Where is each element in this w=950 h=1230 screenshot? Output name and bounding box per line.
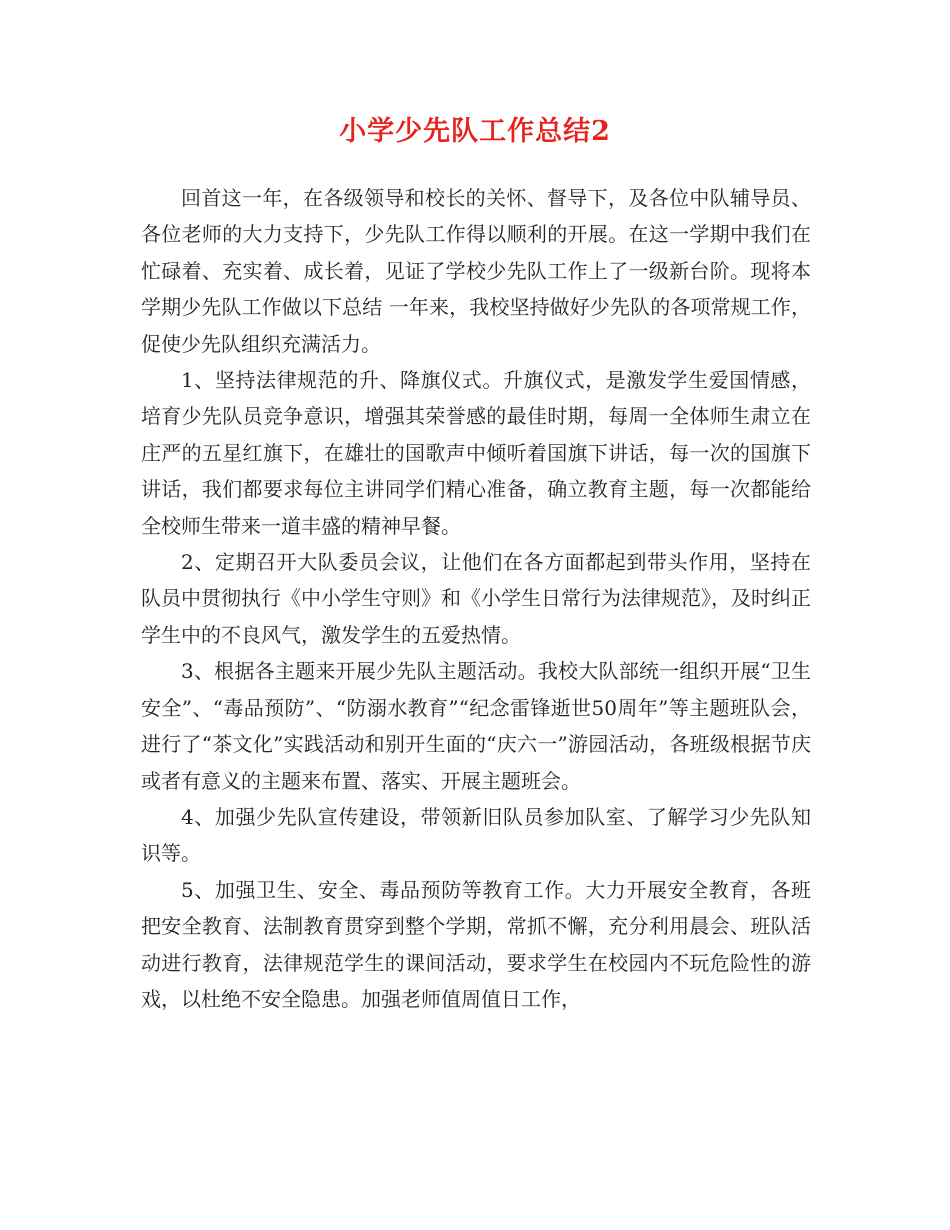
document-body — [141, 180, 811, 1017]
paragraph-item-2: 2、定期召开大队委员会议，让他们在各方面都起到带头作用，坚持在队员中贯彻执行《中小学生守则》和《小学生日常行为法律规范》，及时纠正学生中的不良风气，激发学生的五爱热情。 — [141, 550, 811, 647]
paragraph-item-1: 1、坚持法律规范的升、降旗仪式。升旗仪式，是激发学生爱国情感，培育少先队员竞争意识，增强其荣誉感的最佳时期，每周一全体师生肃立在庄严的五星红旗下，在雄壮的国歌声中倾听着国旗下讲话，每一次的国旗下讲话，我们都要求每位主讲同学们精心准备，确立教育主题，每一次都能给全校师生带来一道丰盛的精神早餐。 — [141, 368, 811, 538]
paragraph-intro: 回首这一年，在各级领导和校长的关怀、督导下，及各位中队辅导员、各位老师的大力支持下，少先队工作得以顺利的开展。在这一学期中我们在忙碌着、充实着、成长着，见证了学校少先队工作上了一级新台阶。现将本学期少先队工作做以下总结 一年来，我校坚持做好少先队的各项常规工作，促使少先队组织充满活力。 — [141, 186, 811, 356]
paragraph-item-5: 5、加强卫生、安全、毒品预防等教育工作。大力开展安全教育，各班把安全教育、法制教育贯穿到整个学期，常抓不懈，充分利用晨会、班队活动进行教育，法律规范学生的课间活动，要求学生在校园内不玩危险性的游戏，以杜绝不安全隐患。加强老师值周值日工作， — [141, 877, 811, 1011]
document-title: 小学少先队工作总结2 — [339, 116, 611, 147]
paragraph-item-3: 3、根据各主题来开展少先队主题活动。我校大队部统一组织开展“卫生安全”、“毒品预防”、“防溺水教育”“纪念雷锋逝世50周年”等主题班队会，进行了“茶文化”实践活动和别开生面的“庆六一”游园活动，各班级根据节庆或者有意义的主题来布置、落实、开展主题班会。 — [141, 659, 811, 793]
paragraph-item-4: 4、加强少先队宣传建设，带领新旧队员参加队室、了解学习少先队知识等。 — [141, 804, 811, 866]
